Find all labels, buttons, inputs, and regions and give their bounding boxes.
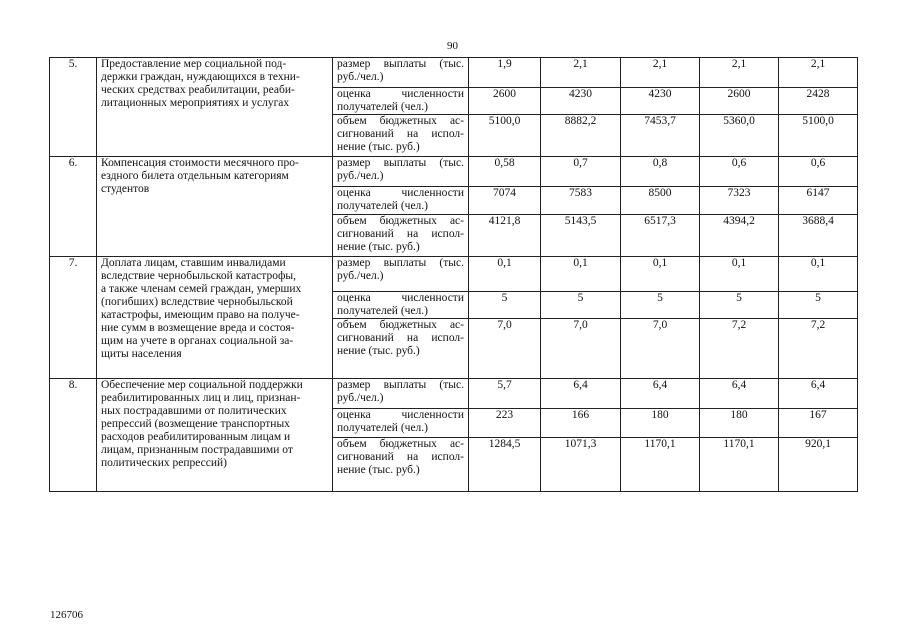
description-line: Обеспечение мер социальной поддержки: [101, 379, 303, 391]
description-line: политических репрессий): [101, 457, 227, 469]
indicator-name-line: оценка численности: [337, 292, 464, 304]
value-cell: 0,58: [469, 157, 541, 187]
value-cell: 0,8: [621, 157, 700, 187]
value-cell: 2600: [469, 88, 541, 115]
value-cell: 1,9: [469, 58, 541, 88]
value-cell: 5: [700, 292, 779, 319]
value-cell: 4121,8: [469, 215, 541, 257]
indicator-name: [333, 409, 469, 438]
indicator-name: [333, 58, 469, 88]
description-line: студентов: [101, 183, 150, 195]
indicator-name-line: нение (тыс. руб.): [337, 141, 420, 153]
value-cell: 7,0: [469, 319, 541, 379]
indicator-name-line: сигнований на испол-: [337, 228, 464, 240]
value-cell: 7583: [541, 187, 621, 215]
value-cell: 167: [779, 409, 858, 438]
value-cell: 7,0: [621, 319, 700, 379]
value-cell: 5: [779, 292, 858, 319]
value-cell: 8882,2: [541, 115, 621, 157]
value-cell: 1284,5: [469, 438, 541, 492]
measure-description: [97, 257, 333, 379]
value-cell: 1170,1: [621, 438, 700, 492]
indicator-name: [333, 88, 469, 115]
value-cell: 7,2: [700, 319, 779, 379]
indicator-name: [333, 292, 469, 319]
indicator-name: [333, 157, 469, 187]
value-cell: 3688,4: [779, 215, 858, 257]
indicator-name-line: размер выплаты (тыс.: [337, 379, 464, 391]
indicator-name: [333, 257, 469, 292]
indicator-name: [333, 319, 469, 379]
indicator-name-line: нение (тыс. руб.): [337, 345, 420, 357]
indicator-name-line: оценка численности: [337, 409, 464, 421]
description-line: катастрофы, имеющим право на получе-: [101, 309, 300, 321]
value-cell: 4394,2: [700, 215, 779, 257]
description-line: Предоставление мер социальной под-: [101, 58, 287, 70]
value-cell: 0,6: [779, 157, 858, 187]
indicator-name-line: объем бюджетных ас-: [337, 115, 464, 127]
table-row: [50, 157, 858, 187]
value-cell: 6517,3: [621, 215, 700, 257]
value-cell: 6,4: [621, 379, 700, 409]
description-line: (погибших) вследствие чернобыльской: [101, 296, 293, 308]
value-cell: 7,2: [779, 319, 858, 379]
value-cell: 1170,1: [700, 438, 779, 492]
value-cell: 7,0: [541, 319, 621, 379]
value-cell: 4230: [541, 88, 621, 115]
value-cell: 5: [469, 292, 541, 319]
description-line: расходов реабилитированным лицам и: [101, 431, 291, 443]
row-number: 7.: [50, 257, 97, 379]
measure-description: [97, 58, 333, 157]
value-cell: 5,7: [469, 379, 541, 409]
value-cell: 5100,0: [469, 115, 541, 157]
value-cell: 6147: [779, 187, 858, 215]
indicator-name: [333, 115, 469, 157]
value-cell: 0,1: [469, 257, 541, 292]
indicator-name-line: получателей (чел.): [337, 101, 428, 113]
row-number: 5.: [50, 58, 97, 157]
value-cell: 180: [700, 409, 779, 438]
value-cell: 6,4: [541, 379, 621, 409]
description-line: Доплата лицам, ставшим инвалидами: [101, 257, 286, 269]
description-line: Компенсация стоимости месячного про-: [101, 157, 299, 169]
row-number: 8.: [50, 379, 97, 492]
measure-description: [97, 379, 333, 492]
value-cell: 0,1: [621, 257, 700, 292]
value-cell: 2,1: [700, 58, 779, 88]
value-cell: 5: [541, 292, 621, 319]
table-row: [50, 257, 858, 292]
indicator-name-line: сигнований на испол-: [337, 451, 464, 463]
indicator-name-line: нение (тыс. руб.): [337, 241, 420, 253]
indicator-name-line: сигнований на испол-: [337, 128, 464, 140]
indicator-name-line: оценка численности: [337, 187, 464, 199]
value-cell: 1071,3: [541, 438, 621, 492]
value-cell: 5143,5: [541, 215, 621, 257]
row-number: 6.: [50, 157, 97, 257]
page-number: 90: [447, 40, 458, 52]
indicator-name-line: объем бюджетных ас-: [337, 319, 464, 331]
value-cell: 7323: [700, 187, 779, 215]
value-cell: 0,1: [541, 257, 621, 292]
value-cell: 4230: [621, 88, 700, 115]
value-cell: 6,4: [700, 379, 779, 409]
indicator-name-line: руб./чел.): [337, 392, 384, 404]
description-line: ческих средствах реабилитации, реаби-: [101, 84, 295, 96]
description-line: репрессий (возмещение транспортных: [101, 418, 290, 430]
indicator-name-line: размер выплаты (тыс.: [337, 257, 464, 269]
indicator-name: [333, 215, 469, 257]
value-cell: 8500: [621, 187, 700, 215]
indicator-name-line: руб./чел.): [337, 270, 384, 282]
indicator-name: [333, 379, 469, 409]
value-cell: 2,1: [621, 58, 700, 88]
indicator-name-line: объем бюджетных ас-: [337, 215, 464, 227]
value-cell: 5360,0: [700, 115, 779, 157]
description-line: а также членам семей граждан, умерших: [101, 283, 302, 295]
description-line: ездного билета отдельным категориям: [101, 170, 289, 182]
indicator-name-line: руб./чел.): [337, 71, 384, 83]
indicator-name-line: размер выплаты (тыс.: [337, 157, 464, 169]
table-row: [50, 379, 858, 409]
value-cell: 180: [621, 409, 700, 438]
indicator-name-line: оценка численности: [337, 88, 464, 100]
description-line: лицам, признанным пострадавшими от: [101, 444, 293, 456]
table-row: [50, 58, 858, 88]
description-line: литационных мероприятиях и услугах: [101, 97, 290, 109]
value-cell: 166: [541, 409, 621, 438]
value-cell: 2428: [779, 88, 858, 115]
value-cell: 0,6: [700, 157, 779, 187]
description-line: вследствие чернобыльской катастрофы,: [101, 270, 297, 282]
indicator-name-line: размер выплаты (тыс.: [337, 58, 464, 70]
value-cell: 2,1: [541, 58, 621, 88]
indicator-name-line: получателей (чел.): [337, 200, 428, 212]
value-cell: 2,1: [779, 58, 858, 88]
description-line: щиты населения: [101, 348, 182, 360]
description-line: ных пострадавшими от политических: [101, 405, 287, 417]
indicator-name: [333, 438, 469, 492]
indicator-name: [333, 187, 469, 215]
value-cell: 0,1: [779, 257, 858, 292]
description-line: реабилитированных лиц и лиц, признан-: [101, 392, 301, 404]
value-cell: 6,4: [779, 379, 858, 409]
value-cell: 5: [621, 292, 700, 319]
value-cell: 0,7: [541, 157, 621, 187]
value-cell: 2600: [700, 88, 779, 115]
value-cell: 7453,7: [621, 115, 700, 157]
value-cell: 5100,0: [779, 115, 858, 157]
indicator-name-line: получателей (чел.): [337, 305, 428, 317]
indicator-name-line: нение (тыс. руб.): [337, 464, 420, 476]
indicator-name-line: объем бюджетных ас-: [337, 438, 464, 450]
value-cell: 223: [469, 409, 541, 438]
description-line: держки граждан, нуждающихся в техни-: [101, 71, 300, 83]
value-cell: 0,1: [700, 257, 779, 292]
value-cell: 920,1: [779, 438, 858, 492]
description-line: щим на учете в органах социальной за-: [101, 335, 294, 347]
indicator-name-line: получателей (чел.): [337, 422, 428, 434]
budget-table: [49, 57, 858, 492]
measure-description: [97, 157, 333, 257]
document-code: 126706: [50, 609, 83, 621]
indicator-name-line: сигнований на испол-: [337, 332, 464, 344]
value-cell: 7074: [469, 187, 541, 215]
indicator-name-line: руб./чел.): [337, 170, 384, 182]
description-line: ние сумм в возмещение вреда и состоя-: [101, 322, 295, 334]
